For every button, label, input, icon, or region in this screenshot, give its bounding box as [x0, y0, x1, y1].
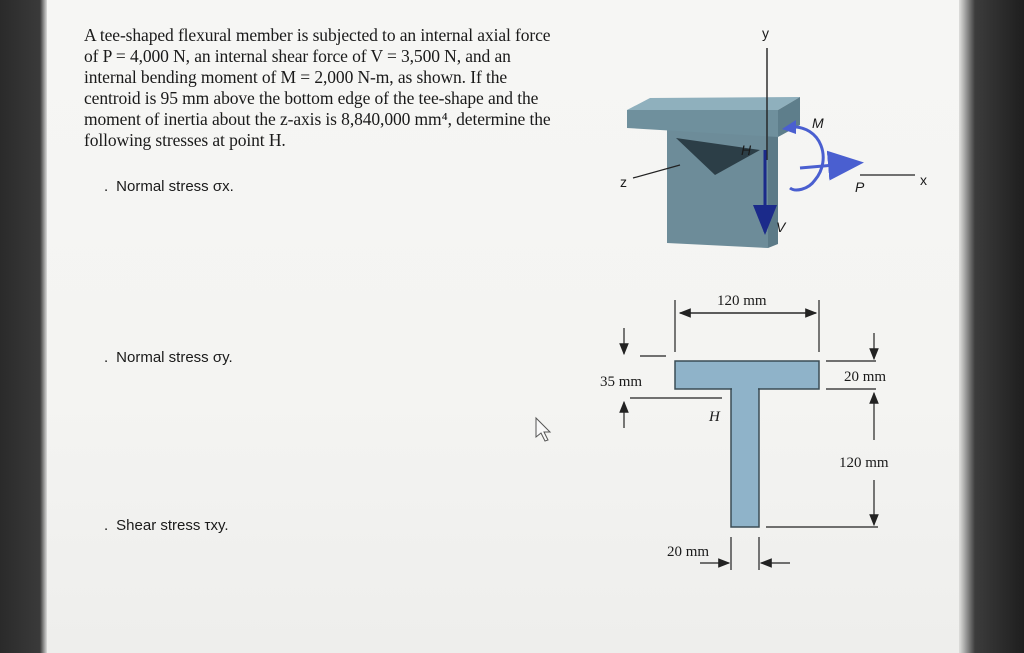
problem-line: of P = 4,000 N, an internal shear force of V = 3,500 N, and an: [84, 46, 511, 66]
flange-width-dimension: 120 mm: [717, 293, 767, 309]
web-height-dimension: 120 mm: [839, 455, 889, 471]
problem-line: centroid is 95 mm above the bottom edge of the tee-shape and the: [84, 88, 539, 108]
point-h-3d-label: H: [741, 142, 752, 158]
point-h-label: H: [709, 409, 720, 425]
question-shear-stress: . Shear stress τxy.: [104, 517, 229, 534]
question-normal-stress-x: . Normal stress σx.: [104, 178, 234, 195]
moment-label: M: [812, 115, 824, 131]
question-normal-stress-y: . Normal stress σy.: [104, 349, 233, 366]
axial-force-arrow: [800, 163, 858, 168]
offset-dimension: 35 mm: [600, 374, 643, 390]
question-label: Normal stress σx.: [116, 178, 234, 195]
flange-thickness-dimension: 20 mm: [844, 369, 887, 385]
mouse-cursor-icon: [536, 418, 550, 441]
question-label: Normal stress σy.: [116, 349, 233, 366]
problem-line: internal bending moment of M = 2,000 N-m, as shown. If the: [84, 67, 508, 87]
problem-line: moment of inertia about the z-axis is 8,840,000 mm⁴, determine the: [84, 109, 551, 129]
question-label: Shear stress τxy.: [116, 517, 229, 534]
problem-line: A tee-shaped flexural member is subjected to an internal axial force: [84, 25, 551, 45]
tee-cross-section: [600, 293, 889, 570]
tee-3d-figure: [620, 25, 927, 248]
z-axis-label: z: [620, 174, 627, 190]
tee-flange-top: [627, 97, 800, 110]
shear-force-label: V: [776, 219, 786, 235]
y-axis-label: y: [762, 25, 769, 41]
web-width-dimension: 20 mm: [667, 544, 710, 560]
x-axis-label: x: [920, 172, 927, 188]
problem-line: following stresses at point H.: [84, 130, 286, 150]
axial-force-label: P: [855, 179, 865, 195]
section-web: [731, 389, 759, 527]
section-flange: [675, 361, 819, 389]
moment-arc: [790, 127, 823, 190]
